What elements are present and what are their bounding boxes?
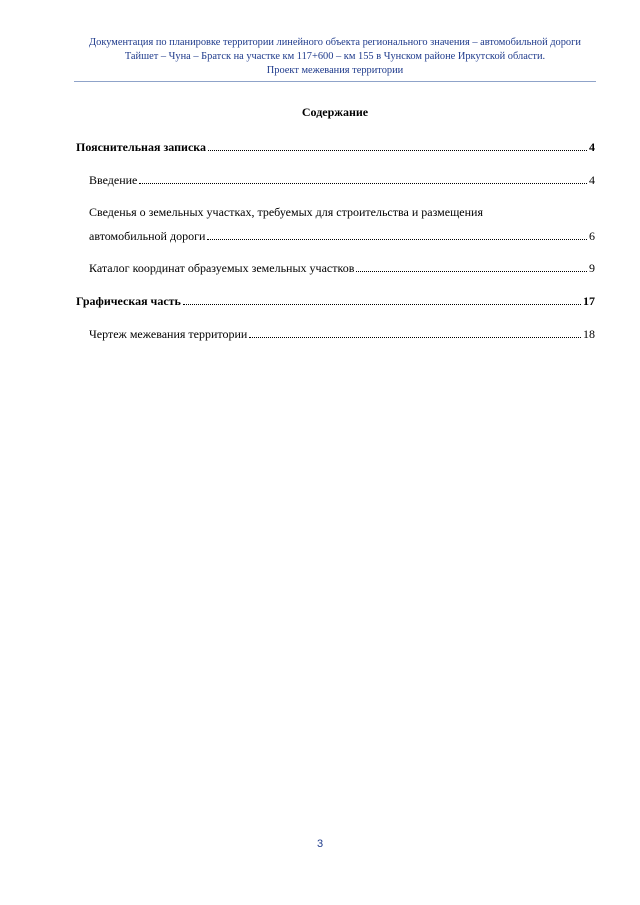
toc-entry-land-plots[interactable]: [89, 228, 595, 244]
toc-dot-leader: [356, 271, 587, 272]
page-number: 3: [316, 838, 324, 850]
toc-entry-text: автомобильной дороги: [89, 229, 206, 243]
toc-entry-page: 6: [589, 229, 595, 243]
toc-entry-text: Графическая часть: [76, 294, 181, 308]
toc-entry-page: 4: [589, 173, 595, 187]
toc-entry-text: Каталог координат образуемых земельных участков: [89, 261, 355, 275]
toc-entry-page: 4: [589, 140, 595, 154]
toc-entry-explanatory-note[interactable]: [76, 139, 595, 155]
toc-entry-survey-drawing[interactable]: [89, 326, 595, 342]
toc-entry-graphic-part[interactable]: [76, 293, 595, 309]
toc-dot-leader: [183, 304, 581, 305]
header-divider: [74, 81, 596, 82]
toc-entry-text: Введение: [89, 173, 138, 187]
toc-entry-text: Пояснительная записка: [76, 140, 207, 154]
toc-entry-page: 9: [589, 261, 595, 275]
document-header: [74, 36, 596, 78]
toc-entry-text: Чертеж межевания территории: [89, 327, 248, 341]
toc-entry-land-plots-line1[interactable]: Сведенья о земельных участках, требуемых для строительства и размещения: [89, 205, 483, 219]
toc-dot-leader: [208, 150, 587, 151]
toc-entry-page: 17: [583, 294, 595, 308]
toc-dot-leader: [249, 337, 581, 338]
toc-title: Содержание: [301, 105, 369, 119]
toc-entry-coordinate-catalog[interactable]: [89, 260, 595, 276]
header-line-1: Документация по планировке территории линейного объекта регионального значения – автомобильной дороги: [89, 37, 581, 48]
toc-dot-leader: [207, 239, 587, 240]
toc-entry-page: 18: [583, 327, 595, 341]
header-line-3: Проект межевания территории: [266, 65, 404, 76]
toc-entry-introduction[interactable]: [89, 172, 595, 188]
toc-dot-leader: [139, 183, 587, 184]
header-line-2: Тайшет – Чуна – Братск на участке км 117+600 – км 155 в Чунском районе Иркутской области.: [124, 51, 546, 62]
